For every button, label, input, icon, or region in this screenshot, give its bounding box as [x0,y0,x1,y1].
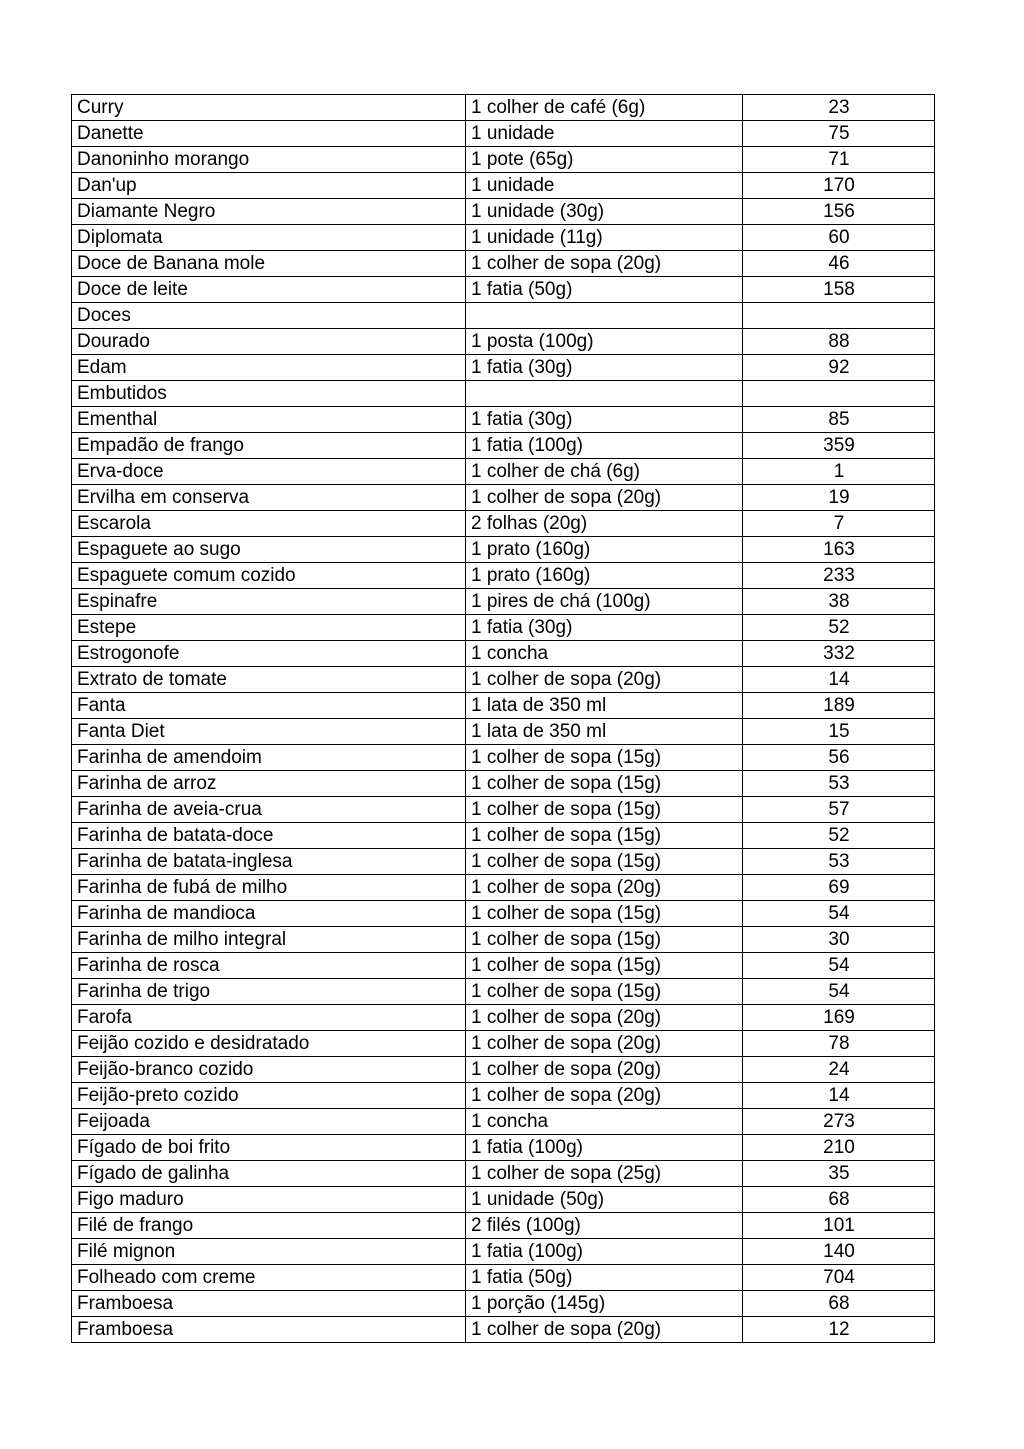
food-name-cell: Diplomata [72,225,466,251]
calories-cell: 38 [743,589,935,615]
calories-cell: 35 [743,1161,935,1187]
table-row [72,979,935,1005]
portion-cell: 1 unidade (11g) [466,225,743,251]
portion-cell: 1 fatia (30g) [466,355,743,381]
table-row [72,589,935,615]
food-name-cell: Farinha de batata-doce [72,823,466,849]
calories-cell: 101 [743,1213,935,1239]
portion-cell: 1 colher de sopa (15g) [466,771,743,797]
food-name-cell: Farinha de amendoim [72,745,466,771]
food-name-cell: Dan'up [72,173,466,199]
food-name-cell: Doce de Banana mole [72,251,466,277]
table-row [72,329,935,355]
portion-cell: 2 folhas (20g) [466,511,743,537]
calories-cell: 53 [743,849,935,875]
food-name-cell: Feijão cozido e desidratado [72,1031,466,1057]
table-row [72,1213,935,1239]
calories-cell: 85 [743,407,935,433]
food-name-cell: Fanta Diet [72,719,466,745]
table-row [72,1187,935,1213]
calories-cell: 189 [743,693,935,719]
portion-cell: 1 fatia (100g) [466,1239,743,1265]
portion-cell: 1 posta (100g) [466,329,743,355]
table-row [72,433,935,459]
calories-cell: 170 [743,173,935,199]
calories-cell [743,381,935,407]
table-row [72,823,935,849]
calories-cell: 30 [743,927,935,953]
table-row [72,1135,935,1161]
food-name-cell: Filé de frango [72,1213,466,1239]
table-row [72,1317,935,1343]
calories-cell: 92 [743,355,935,381]
food-name-cell: Espinafre [72,589,466,615]
calories-cell: 68 [743,1291,935,1317]
table-row [72,563,935,589]
food-name-cell: Framboesa [72,1291,466,1317]
table-row [72,641,935,667]
calories-cell: 56 [743,745,935,771]
calories-cell: 52 [743,615,935,641]
portion-cell: 1 unidade [466,173,743,199]
portion-cell: 1 colher de sopa (20g) [466,1083,743,1109]
portion-cell: 1 colher de sopa (20g) [466,1057,743,1083]
food-name-cell: Doce de leite [72,277,466,303]
portion-cell [466,303,743,329]
table-row [72,225,935,251]
food-name-cell: Diamante Negro [72,199,466,225]
food-name-cell: Fígado de boi frito [72,1135,466,1161]
calories-cell: 156 [743,199,935,225]
table-row [72,901,935,927]
food-name-cell: Farinha de arroz [72,771,466,797]
food-name-cell: Embutidos [72,381,466,407]
portion-cell: 1 colher de sopa (15g) [466,927,743,953]
portion-cell: 1 pires de chá (100g) [466,589,743,615]
food-name-cell: Fígado de galinha [72,1161,466,1187]
table-row [72,1239,935,1265]
food-name-cell: Feijão-branco cozido [72,1057,466,1083]
table-row [72,147,935,173]
calories-cell: 14 [743,1083,935,1109]
calories-cell: 75 [743,121,935,147]
calories-cell: 46 [743,251,935,277]
calories-cell: 158 [743,277,935,303]
calorie-table-body [72,95,935,1343]
portion-cell: 1 colher de sopa (20g) [466,251,743,277]
food-name-cell: Farinha de aveia-crua [72,797,466,823]
table-row [72,121,935,147]
table-row [72,927,935,953]
calories-cell: 78 [743,1031,935,1057]
table-row [72,407,935,433]
food-name-cell: Farinha de mandioca [72,901,466,927]
table-row [72,303,935,329]
table-row [72,667,935,693]
table-row [72,355,935,381]
food-name-cell: Extrato de tomate [72,667,466,693]
calories-cell: 24 [743,1057,935,1083]
table-row [72,1005,935,1031]
food-name-cell: Farofa [72,1005,466,1031]
table-row [72,797,935,823]
portion-cell: 1 colher de chá (6g) [466,459,743,485]
portion-cell: 1 fatia (100g) [466,433,743,459]
table-row [72,693,935,719]
calories-cell: 88 [743,329,935,355]
portion-cell: 1 prato (160g) [466,537,743,563]
calories-cell: 15 [743,719,935,745]
calories-cell: 60 [743,225,935,251]
portion-cell: 2 filés (100g) [466,1213,743,1239]
portion-cell: 1 colher de sopa (25g) [466,1161,743,1187]
portion-cell: 1 colher de sopa (20g) [466,485,743,511]
portion-cell: 1 colher de sopa (20g) [466,1031,743,1057]
calories-cell: 53 [743,771,935,797]
food-name-cell: Erva-doce [72,459,466,485]
calories-cell: 69 [743,875,935,901]
food-name-cell: Escarola [72,511,466,537]
table-row [72,1057,935,1083]
portion-cell: 1 colher de sopa (15g) [466,745,743,771]
food-name-cell: Figo maduro [72,1187,466,1213]
food-name-cell: Framboesa [72,1317,466,1343]
calories-cell: 163 [743,537,935,563]
portion-cell: 1 colher de sopa (20g) [466,667,743,693]
portion-cell: 1 colher de sopa (20g) [466,875,743,901]
calorie-table [71,94,935,1343]
portion-cell: 1 unidade (50g) [466,1187,743,1213]
calories-cell: 54 [743,979,935,1005]
portion-cell: 1 unidade (30g) [466,199,743,225]
food-name-cell: Feijoada [72,1109,466,1135]
table-row [72,1265,935,1291]
food-name-cell: Empadão de frango [72,433,466,459]
portion-cell: 1 fatia (50g) [466,277,743,303]
portion-cell: 1 colher de sopa (15g) [466,823,743,849]
food-name-cell: Folheado com creme [72,1265,466,1291]
table-row [72,1031,935,1057]
table-row [72,485,935,511]
portion-cell: 1 colher de sopa (15g) [466,901,743,927]
portion-cell: 1 colher de sopa (20g) [466,1317,743,1343]
food-name-cell: Feijão-preto cozido [72,1083,466,1109]
portion-cell: 1 fatia (30g) [466,407,743,433]
table-row [72,1083,935,1109]
portion-cell: 1 lata de 350 ml [466,693,743,719]
food-name-cell: Filé mignon [72,1239,466,1265]
food-name-cell: Dourado [72,329,466,355]
food-name-cell: Edam [72,355,466,381]
table-row [72,1109,935,1135]
food-name-cell: Farinha de trigo [72,979,466,1005]
calories-cell: 1 [743,459,935,485]
portion-cell: 1 porção (145g) [466,1291,743,1317]
calories-cell: 23 [743,95,935,121]
food-name-cell: Ementhal [72,407,466,433]
calories-cell: 12 [743,1317,935,1343]
table-row [72,199,935,225]
calories-cell [743,303,935,329]
portion-cell: 1 prato (160g) [466,563,743,589]
table-row [72,537,935,563]
calories-cell: 140 [743,1239,935,1265]
table-row [72,953,935,979]
calories-cell: 19 [743,485,935,511]
food-name-cell: Farinha de fubá de milho [72,875,466,901]
food-name-cell: Farinha de milho integral [72,927,466,953]
portion-cell: 1 concha [466,641,743,667]
calories-cell: 68 [743,1187,935,1213]
portion-cell: 1 fatia (50g) [466,1265,743,1291]
table-row [72,381,935,407]
calories-cell: 14 [743,667,935,693]
portion-cell [466,381,743,407]
food-name-cell: Danoninho morango [72,147,466,173]
portion-cell: 1 colher de sopa (15g) [466,979,743,1005]
table-row [72,173,935,199]
table-row [72,745,935,771]
table-row [72,849,935,875]
calories-cell: 7 [743,511,935,537]
portion-cell: 1 pote (65g) [466,147,743,173]
portion-cell: 1 fatia (30g) [466,615,743,641]
calories-cell: 57 [743,797,935,823]
table-row [72,95,935,121]
portion-cell: 1 lata de 350 ml [466,719,743,745]
calories-cell: 169 [743,1005,935,1031]
calories-cell: 54 [743,953,935,979]
table-row [72,875,935,901]
portion-cell: 1 colher de sopa (15g) [466,849,743,875]
calories-cell: 210 [743,1135,935,1161]
portion-cell: 1 unidade [466,121,743,147]
portion-cell: 1 colher de sopa (15g) [466,797,743,823]
table-row [72,615,935,641]
portion-cell: 1 colher de sopa (20g) [466,1005,743,1031]
calories-cell: 273 [743,1109,935,1135]
food-name-cell: Espaguete comum cozido [72,563,466,589]
table-row [72,771,935,797]
food-name-cell: Ervilha em conserva [72,485,466,511]
table-row [72,1291,935,1317]
food-name-cell: Danette [72,121,466,147]
portion-cell: 1 fatia (100g) [466,1135,743,1161]
food-name-cell: Espaguete ao sugo [72,537,466,563]
calories-cell: 704 [743,1265,935,1291]
food-name-cell: Curry [72,95,466,121]
table-row [72,719,935,745]
table-row [72,277,935,303]
calories-cell: 359 [743,433,935,459]
food-name-cell: Doces [72,303,466,329]
food-name-cell: Farinha de rosca [72,953,466,979]
table-row [72,459,935,485]
portion-cell: 1 colher de café (6g) [466,95,743,121]
food-name-cell: Estrogonofe [72,641,466,667]
table-row [72,251,935,277]
table-row [72,511,935,537]
calories-cell: 54 [743,901,935,927]
food-name-cell: Fanta [72,693,466,719]
portion-cell: 1 colher de sopa (15g) [466,953,743,979]
calories-cell: 52 [743,823,935,849]
table-row [72,1161,935,1187]
calories-cell: 332 [743,641,935,667]
calories-cell: 233 [743,563,935,589]
food-name-cell: Estepe [72,615,466,641]
food-name-cell: Farinha de batata-inglesa [72,849,466,875]
calories-cell: 71 [743,147,935,173]
portion-cell: 1 concha [466,1109,743,1135]
